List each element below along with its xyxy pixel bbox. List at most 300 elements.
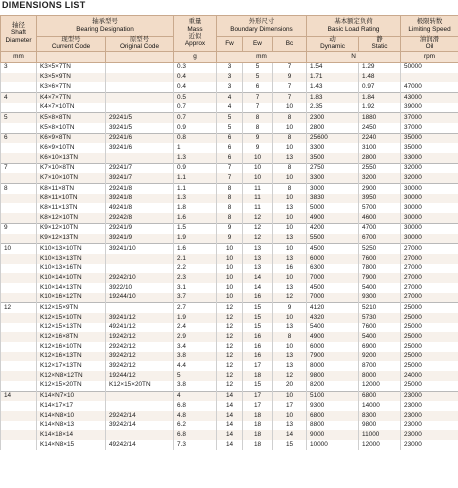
table-row	[1, 273, 458, 283]
cell-static-load: 7600	[359, 254, 401, 264]
cell-mass: 1.1	[174, 184, 217, 194]
cell-original-code: 49242/14	[106, 440, 174, 450]
cell-static-load: 6700	[359, 234, 401, 244]
header-shaft-diameter: 轴径 Shaft Diameter	[1, 16, 37, 52]
table-row	[1, 352, 458, 362]
table-row	[1, 153, 458, 163]
unit-original-code	[106, 51, 174, 62]
table-row	[1, 332, 458, 342]
cell-shaft-diameter	[1, 411, 37, 421]
cell-dynamic-load: 25600	[307, 133, 359, 143]
cell-fw: 12	[217, 303, 243, 313]
cell-limiting-speed: 32000	[401, 163, 458, 173]
cell-bc: 13	[273, 283, 307, 293]
table-row	[1, 430, 458, 440]
cell-current-code: K12×15×9TN	[37, 303, 106, 313]
cell-fw: 14	[217, 430, 243, 440]
table-row	[1, 92, 458, 102]
cell-original-code	[106, 303, 174, 313]
cell-current-code: K10×13×10TN	[37, 244, 106, 254]
cell-ew: 7	[243, 103, 273, 113]
cell-current-code: K6×9×10TN	[37, 143, 106, 153]
cell-dynamic-load: 3500	[307, 153, 359, 163]
cell-bc: 8	[273, 163, 307, 173]
cell-shaft-diameter	[1, 194, 37, 204]
cell-current-code: K14×N8×13	[37, 421, 106, 431]
cell-bc: 13	[273, 361, 307, 371]
table-row	[1, 62, 458, 72]
cell-current-code: K14×17×17	[37, 401, 106, 411]
cell-mass: 2.7	[174, 303, 217, 313]
table-body	[1, 62, 458, 449]
cell-bc: 10	[273, 223, 307, 233]
cell-shaft-diameter	[1, 203, 37, 213]
cell-fw: 10	[217, 244, 243, 254]
cell-mass: 3.8	[174, 381, 217, 391]
cell-bc: 10	[273, 313, 307, 323]
cell-shaft-diameter	[1, 293, 37, 303]
cell-current-code: K4×7×7TN	[37, 92, 106, 102]
cell-ew: 10	[243, 173, 273, 183]
cell-shaft-diameter	[1, 123, 37, 133]
cell-ew: 8	[243, 123, 273, 133]
cell-mass: 3.8	[174, 352, 217, 362]
cell-static-load: 0.97	[359, 82, 401, 92]
cell-fw: 3	[217, 82, 243, 92]
cell-static-load: 1880	[359, 113, 401, 123]
cell-static-load: 12000	[359, 381, 401, 391]
dimensions-table	[0, 15, 458, 450]
cell-ew: 16	[243, 293, 273, 303]
cell-original-code	[106, 391, 174, 401]
cell-dynamic-load: 7900	[307, 352, 359, 362]
cell-dynamic-load: 4900	[307, 213, 359, 223]
cell-static-load: 7600	[359, 323, 401, 333]
table-row	[1, 113, 458, 123]
cell-fw: 9	[217, 234, 243, 244]
cell-static-load: 2550	[359, 163, 401, 173]
cell-fw: 8	[217, 184, 243, 194]
table-row	[1, 143, 458, 153]
cell-mass: 1.1	[174, 173, 217, 183]
cell-limiting-speed: 25000	[401, 313, 458, 323]
cell-limiting-speed: 43000	[401, 92, 458, 102]
cell-dynamic-load: 1.43	[307, 82, 359, 92]
cell-current-code: K12×16×10TN	[37, 342, 106, 352]
cell-bc: 7	[273, 62, 307, 72]
cell-mass: 7.3	[174, 440, 217, 450]
cell-shaft-diameter	[1, 213, 37, 223]
cell-mass: 0.3	[174, 62, 217, 72]
cell-dynamic-load: 9800	[307, 371, 359, 381]
cell-bc: 12	[273, 371, 307, 381]
cell-mass: 0.9	[174, 123, 217, 133]
table-row	[1, 223, 458, 233]
cell-bc: 16	[273, 264, 307, 274]
cell-bc: 13	[273, 323, 307, 333]
cell-original-code	[106, 401, 174, 411]
cell-original-code: 39242/14	[106, 421, 174, 431]
cell-fw: 12	[217, 361, 243, 371]
dimensions-table-container	[0, 15, 458, 450]
cell-current-code: K12×17×13TN	[37, 361, 106, 371]
cell-shaft-diameter	[1, 323, 37, 333]
cell-shaft-diameter	[1, 143, 37, 153]
cell-mass: 1.3	[174, 194, 217, 204]
cell-limiting-speed: 25000	[401, 342, 458, 352]
cell-limiting-speed: 25000	[401, 332, 458, 342]
cell-current-code: K7×10×8TN	[37, 163, 106, 173]
cell-original-code: 49241/12	[106, 323, 174, 333]
cell-current-code: K4×7×10TN	[37, 103, 106, 113]
cell-current-code: K5×8×10TN	[37, 123, 106, 133]
cell-mass: 0.7	[174, 113, 217, 123]
cell-dynamic-load: 4320	[307, 313, 359, 323]
table-row	[1, 194, 458, 204]
cell-shaft-diameter	[1, 173, 37, 183]
cell-mass: 3.4	[174, 342, 217, 352]
cell-original-code: 39241/5	[106, 123, 174, 133]
cell-mass: 2.9	[174, 332, 217, 342]
cell-fw: 12	[217, 342, 243, 352]
cell-mass: 6.8	[174, 401, 217, 411]
cell-shaft-diameter	[1, 401, 37, 411]
cell-fw: 4	[217, 92, 243, 102]
cell-current-code: K7×10×10TN	[37, 173, 106, 183]
cell-dynamic-load: 8000	[307, 361, 359, 371]
cell-ew: 8	[243, 113, 273, 123]
header-mass: 重量 Mass 近似 Approx	[174, 16, 217, 52]
cell-static-load: 3100	[359, 143, 401, 153]
cell-fw: 6	[217, 133, 243, 143]
cell-static-load: 6800	[359, 391, 401, 401]
unit-dimensions: mm	[217, 51, 307, 62]
cell-mass: 1.9	[174, 313, 217, 323]
cell-ew: 11	[243, 203, 273, 213]
cell-dynamic-load: 4500	[307, 283, 359, 293]
cell-static-load: 12000	[359, 440, 401, 450]
cell-limiting-speed: 23000	[401, 401, 458, 411]
cell-shaft-diameter	[1, 234, 37, 244]
cell-ew: 10	[243, 153, 273, 163]
cell-dynamic-load: 8200	[307, 381, 359, 391]
cell-limiting-speed: 23000	[401, 440, 458, 450]
cell-current-code: K8×11×8TN	[37, 184, 106, 194]
cell-bc: 13	[273, 421, 307, 431]
cell-original-code	[106, 153, 174, 163]
cell-fw: 10	[217, 283, 243, 293]
cell-limiting-speed: 35000	[401, 133, 458, 143]
cell-static-load: 3950	[359, 194, 401, 204]
cell-limiting-speed: 24000	[401, 371, 458, 381]
cell-fw: 4	[217, 103, 243, 113]
cell-fw: 7	[217, 173, 243, 183]
cell-static-load: 11000	[359, 430, 401, 440]
cell-ew: 11	[243, 194, 273, 204]
cell-static-load: 7900	[359, 273, 401, 283]
table-row	[1, 371, 458, 381]
cell-limiting-speed: 25000	[401, 381, 458, 391]
cell-original-code: 29241/8	[106, 184, 174, 194]
table-row	[1, 381, 458, 391]
cell-shaft-diameter	[1, 264, 37, 274]
cell-limiting-speed: 25000	[401, 303, 458, 313]
cell-ew: 7	[243, 92, 273, 102]
cell-dynamic-load: 9000	[307, 430, 359, 440]
cell-limiting-speed: 23000	[401, 421, 458, 431]
cell-bc: 13	[273, 203, 307, 213]
cell-ew: 16	[243, 342, 273, 352]
cell-limiting-speed: 23000	[401, 391, 458, 401]
cell-original-code	[106, 82, 174, 92]
cell-bc: 7	[273, 82, 307, 92]
cell-bc: 10	[273, 173, 307, 183]
cell-fw: 6	[217, 153, 243, 163]
table-row	[1, 254, 458, 264]
cell-static-load: 2900	[359, 184, 401, 194]
cell-limiting-speed: 23000	[401, 430, 458, 440]
cell-current-code: K3×6×7TN	[37, 82, 106, 92]
cell-shaft-diameter: 7	[1, 163, 37, 173]
cell-static-load: 1.48	[359, 73, 401, 83]
cell-shaft-diameter	[1, 313, 37, 323]
cell-dynamic-load: 10000	[307, 440, 359, 450]
cell-original-code: 39241/6	[106, 143, 174, 153]
cell-static-load: 5730	[359, 313, 401, 323]
table-row	[1, 361, 458, 371]
cell-ew: 16	[243, 352, 273, 362]
cell-fw: 12	[217, 313, 243, 323]
cell-shaft-diameter	[1, 440, 37, 450]
cell-dynamic-load: 7000	[307, 273, 359, 283]
cell-fw: 5	[217, 113, 243, 123]
cell-limiting-speed: 27000	[401, 273, 458, 283]
cell-shaft-diameter	[1, 430, 37, 440]
table-row	[1, 440, 458, 450]
cell-bc: 13	[273, 234, 307, 244]
cell-dynamic-load: 8800	[307, 421, 359, 431]
header-basic-load-rating: 基本额定负荷 Basic Load Rating	[307, 16, 401, 37]
cell-ew: 12	[243, 213, 273, 223]
header-oil: 油润滑 Oil	[401, 37, 458, 52]
cell-current-code: K12×16×13TN	[37, 352, 106, 362]
cell-shaft-diameter	[1, 103, 37, 113]
cell-static-load: 5250	[359, 244, 401, 254]
table-row	[1, 234, 458, 244]
cell-current-code: K12×15×13TN	[37, 323, 106, 333]
cell-limiting-speed: 25000	[401, 352, 458, 362]
cell-shaft-diameter: 3	[1, 62, 37, 72]
unit-shaft: mm	[1, 51, 37, 62]
cell-current-code: K8×11×13TN	[37, 203, 106, 213]
cell-dynamic-load: 3300	[307, 143, 359, 153]
cell-ew: 13	[243, 244, 273, 254]
cell-shaft-diameter: 12	[1, 303, 37, 313]
table-row	[1, 303, 458, 313]
cell-limiting-speed: 25000	[401, 361, 458, 371]
cell-ew: 11	[243, 184, 273, 194]
cell-shaft-diameter	[1, 381, 37, 391]
cell-current-code: K14×18×14	[37, 430, 106, 440]
cell-original-code	[106, 62, 174, 72]
cell-limiting-speed: 30000	[401, 194, 458, 204]
cell-dynamic-load: 5500	[307, 234, 359, 244]
cell-ew: 5	[243, 73, 273, 83]
cell-fw: 10	[217, 293, 243, 303]
cell-current-code: K8×11×10TN	[37, 194, 106, 204]
cell-static-load: 4700	[359, 223, 401, 233]
cell-ew: 9	[243, 133, 273, 143]
cell-bc: 10	[273, 244, 307, 254]
cell-mass: 0.9	[174, 163, 217, 173]
cell-ew: 17	[243, 401, 273, 411]
cell-ew: 10	[243, 163, 273, 173]
cell-bc: 20	[273, 381, 307, 391]
cell-fw: 8	[217, 194, 243, 204]
cell-static-load: 9800	[359, 421, 401, 431]
cell-original-code: 39242/12	[106, 361, 174, 371]
cell-limiting-speed: 23000	[401, 411, 458, 421]
cell-shaft-diameter	[1, 82, 37, 92]
cell-shaft-diameter: 14	[1, 391, 37, 401]
cell-current-code: K10×14×10TN	[37, 273, 106, 283]
header-ew: Ew	[243, 37, 273, 52]
cell-mass: 0.7	[174, 103, 217, 113]
cell-original-code: 29242/14	[106, 411, 174, 421]
cell-original-code: 19244/12	[106, 371, 174, 381]
cell-limiting-speed: 30000	[401, 203, 458, 213]
cell-fw: 10	[217, 264, 243, 274]
cell-dynamic-load: 9300	[307, 401, 359, 411]
cell-original-code: 39241/10	[106, 244, 174, 254]
cell-mass: 2.3	[174, 273, 217, 283]
cell-dynamic-load: 3000	[307, 184, 359, 194]
cell-bc: 10	[273, 213, 307, 223]
cell-shaft-diameter: 9	[1, 223, 37, 233]
cell-static-load: 1.29	[359, 62, 401, 72]
cell-original-code: 29241/5	[106, 113, 174, 123]
cell-original-code: 39241/7	[106, 173, 174, 183]
cell-original-code	[106, 73, 174, 83]
cell-fw: 14	[217, 421, 243, 431]
cell-dynamic-load: 1.83	[307, 92, 359, 102]
cell-ew: 15	[243, 323, 273, 333]
cell-mass: 6.2	[174, 421, 217, 431]
cell-ew: 18	[243, 440, 273, 450]
cell-mass: 1.6	[174, 244, 217, 254]
cell-static-load: 4600	[359, 213, 401, 223]
cell-bc: 9	[273, 303, 307, 313]
table-row	[1, 73, 458, 83]
table-row	[1, 244, 458, 254]
cell-static-load: 9200	[359, 352, 401, 362]
table-row	[1, 133, 458, 143]
cell-original-code: 29241/9	[106, 223, 174, 233]
table-row	[1, 401, 458, 411]
cell-static-load: 3200	[359, 173, 401, 183]
cell-fw: 3	[217, 62, 243, 72]
cell-original-code: K12×15×20TN	[106, 381, 174, 391]
table-row	[1, 203, 458, 213]
cell-current-code: K10×13×16TN	[37, 264, 106, 274]
table-row	[1, 184, 458, 194]
cell-fw: 10	[217, 273, 243, 283]
cell-original-code: 39241/8	[106, 194, 174, 204]
table-row	[1, 264, 458, 274]
cell-static-load: 5700	[359, 203, 401, 213]
cell-dynamic-load: 3830	[307, 194, 359, 204]
cell-static-load: 8000	[359, 371, 401, 381]
cell-dynamic-load: 2750	[307, 163, 359, 173]
cell-limiting-speed: 37000	[401, 123, 458, 133]
cell-mass: 5	[174, 371, 217, 381]
cell-current-code: K12×N8×12TN	[37, 371, 106, 381]
table-row	[1, 391, 458, 401]
cell-ew: 15	[243, 303, 273, 313]
cell-limiting-speed: 27000	[401, 283, 458, 293]
cell-current-code: K9×12×10TN	[37, 223, 106, 233]
page-title: DIMENSIONS LIST	[2, 0, 86, 10]
cell-original-code: 29242/10	[106, 273, 174, 283]
cell-dynamic-load: 2.35	[307, 103, 359, 113]
cell-ew: 14	[243, 283, 273, 293]
cell-limiting-speed: 27000	[401, 244, 458, 254]
cell-limiting-speed: 32000	[401, 173, 458, 183]
cell-bc: 10	[273, 103, 307, 113]
cell-ew: 13	[243, 264, 273, 274]
cell-mass: 0.8	[174, 133, 217, 143]
cell-static-load: 7800	[359, 264, 401, 274]
cell-shaft-diameter: 6	[1, 133, 37, 143]
cell-current-code: K10×16×12TN	[37, 293, 106, 303]
cell-dynamic-load: 2800	[307, 123, 359, 133]
cell-mass: 2.1	[174, 254, 217, 264]
cell-original-code	[106, 430, 174, 440]
cell-bc: 10	[273, 123, 307, 133]
table-row	[1, 163, 458, 173]
cell-current-code: K8×12×10TN	[37, 213, 106, 223]
cell-shaft-diameter	[1, 153, 37, 163]
cell-original-code: 39242/12	[106, 352, 174, 362]
cell-limiting-speed: 30000	[401, 223, 458, 233]
cell-dynamic-load: 1.54	[307, 62, 359, 72]
cell-fw: 12	[217, 371, 243, 381]
table-row	[1, 293, 458, 303]
cell-limiting-speed	[401, 73, 458, 83]
cell-static-load: 5400	[359, 283, 401, 293]
cell-fw: 12	[217, 323, 243, 333]
table-row	[1, 123, 458, 133]
cell-fw: 8	[217, 203, 243, 213]
cell-mass: 3.7	[174, 293, 217, 303]
cell-static-load: 9300	[359, 293, 401, 303]
cell-limiting-speed: 30000	[401, 234, 458, 244]
cell-limiting-speed: 33000	[401, 153, 458, 163]
cell-static-load: 2800	[359, 153, 401, 163]
cell-bc: 10	[273, 273, 307, 283]
cell-limiting-speed: 39000	[401, 103, 458, 113]
cell-bc: 10	[273, 411, 307, 421]
cell-ew: 9	[243, 143, 273, 153]
cell-shaft-diameter	[1, 342, 37, 352]
header-dynamic: 动 Dynamic	[307, 37, 359, 52]
cell-limiting-speed: 50000	[401, 62, 458, 72]
cell-dynamic-load: 5000	[307, 203, 359, 213]
cell-mass: 4.8	[174, 411, 217, 421]
cell-fw: 3	[217, 73, 243, 83]
cell-static-load: 2450	[359, 123, 401, 133]
cell-dynamic-load: 3300	[307, 173, 359, 183]
